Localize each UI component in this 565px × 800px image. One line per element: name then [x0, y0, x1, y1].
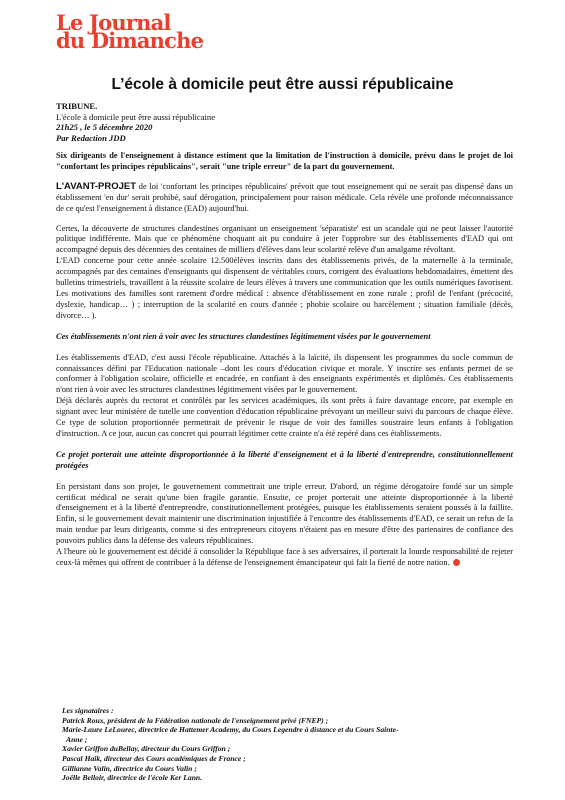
- logo-line-2: du Dimanche: [56, 28, 204, 53]
- logo-line-1: Le Journal: [56, 10, 171, 35]
- paragraph-7-text: A l'heure où le gouvernement est décidé à consolider la République face à ses adversaires, il porterait la lourde responsabilité de rejeter ceux-là mêmes qui offrent de contribuer à la défense de l'enseignement émancipateur qui fait la fierté de notre nation.: [56, 547, 513, 567]
- article-meta: [56, 101, 215, 143]
- signatories: [62, 706, 502, 783]
- signatories-heading: Les signataires :: [62, 706, 114, 715]
- article-datetime: 21h25 , le 5 décembre 2020: [56, 122, 153, 133]
- article-kind: TRIBUNE.: [56, 101, 98, 111]
- paragraph-5: Déjà déclarés auprès du rectorat et contrôlés par les services académiques, ils sont prêts à faire davantage encore, par exemple en signant avec leur ministère de tutelle une convention d'éducation républicaine prévoyant un meilleur suivi du parcours de chaque élève. Ce type de solution proportionnée permettrait de prévenir le risque de voir des familles soustraire leurs enfants à l'obligation d'instruction. A ce jour, aucun cas concret qui pourrait légitimer cette crainte n'a été repéré dans ces établissements.: [56, 396, 513, 438]
- signatory-line: Gillianne Valin, directrice du Cours Valin ;: [62, 763, 197, 773]
- end-mark-dot-icon: [453, 559, 460, 566]
- article-title: L’école à domicile peut être aussi républicaine: [111, 76, 454, 93]
- signatory-line: Marie-Laure LeLourec, directrice de Hattemer Academy, du Cours Legendre à distance et du Cours Sainte-: [62, 725, 399, 735]
- newspaper-logo[interactable]: [56, 10, 204, 53]
- signatory-line: Xavier Griffon duBellay, directeur du Cours Griffon ;: [62, 744, 231, 754]
- signatory-line: Patrick Roux, président de la Fédération nationale de l'enseignement privé (FNEP) ;: [62, 715, 329, 725]
- lead-word: L'AVANT-PROJET: [56, 180, 137, 192]
- paragraph-6: En persistant dans son projet, le gouvernement commettrait une triple erreur. D'abord, un régime dérogatoire fondé sur un simple certificat médical ne serait qu'une bien fragile garantie. Ensuite, ce projet porterait une atteinte disproportionnée à la liberté d'enseignement et à la liberté d'entreprendre, constitutionnellement protégées, puisque les établissements seraient poussés à la faillite. Enfin, si le gouvernement devait maintenir une discrimination injustifiée à l'encontre des établissements d'EAD, ce serait un refus de la main tendue par leurs dirigeants, comme si des entrepreneurs citoyens n'étaient pas en mesure d'être des partenaires de confiance des pouvoirs publics dans la défense des valeurs républicaines.: [56, 481, 513, 546]
- article-body: [56, 151, 513, 578]
- article-subtitle: L'école à domicile peut être aussi républicaine: [56, 111, 216, 122]
- article-chapo: Six dirigeants de l'enseignement à distance estiment que la limitation de l'instruction à domicile, prévu dans le projet de loi "confortant les principes républicains", serait "une triple erreur" de la part du gouvernement.: [56, 151, 513, 171]
- section-heading-1: Ces établissements n'ont rien à voir avec les structures clandestines légitimement visées par le gouvernement: [56, 331, 431, 341]
- paragraph-3: L'EAD concerne pour cette année scolaire 12.500élèves inscrits dans des établissements privés, de la maternelle à la terminale, accompagnés par des centaines d'enseignants qui dispensent de véritables cours, corrigent des évaluations hebdomadaires, émettent des bulletins trimestriels, travaillent à la réussite scolaire de leurs élèves à travers une communication que les outils numériques favorisent. Les motivations des familles sont rarement d'ordre médical : absence d'établissement en zone rurale ; profil de l'enfant (précocité, dyslexie, handicap… ) ; interruption de la scolarité en cours d'année ; phobie scolaire ou harcèlement ; situation familiale (décès, divorce… ).: [56, 256, 513, 320]
- paragraph-1-text: de loi 'confortant les principes républicains' prévoit que tout enseignement qui ne serait pas dispensé dans un établissement 'en dur' serait prohibé, sauf dérogation, principalement pour raison médicale. Cela révèle une profonde méconnaissance de ce qu'est l'enseignement à distance (EAD) aujourd'hui.: [56, 181, 513, 213]
- paragraph-4: Les établissements d'EAD, c'est aussi l'école républicaine. Attachés à la laïcité, ils dispensent les programmes du socle commun de connaissances défini par l'Education nationale –dont les cours d'éducation civique et morale. Y inscrire ses enfants permet de se conformer à l'obligation scolaire, officielle et encadrée, en confiant à des enseignants expérimentés et diplômés. Ces établissements n'ont rien à voir avec les structures clandestines légitimement visées par le gouvernement.: [56, 352, 513, 395]
- section-heading-2: Ce projet porterait une atteinte disproportionnée à la liberté d'enseignement et à la liberté d'entreprendre, constitutionnellement protégées: [56, 449, 513, 470]
- paragraph-7: [56, 547, 513, 569]
- signatory-line: Anne ;: [66, 734, 88, 744]
- signatory-line: Pascal Haik, directeur des Cours académiques de France ;: [62, 753, 246, 763]
- paragraph-1: [56, 182, 513, 215]
- signatory-line: Joëlle Belloir, directrice de l'école Ker Lann.: [62, 773, 203, 783]
- article-byline: Par Redaction JDD: [56, 132, 126, 143]
- paragraph-2: Certes, la découverte de structures clandestines organisant un enseignement 'séparatiste' est un scandale qui ne peut laisser l'autorité politique indifférente. Mais que ce phénomène choquant ait pu conduire à jeter l'opprobre sur des établissements d'EAD qui ont accompagné depuis des décennies des centaines de milliers d'élèves dans leur scolarité relève d'un amalgame révoltant.: [56, 223, 513, 255]
